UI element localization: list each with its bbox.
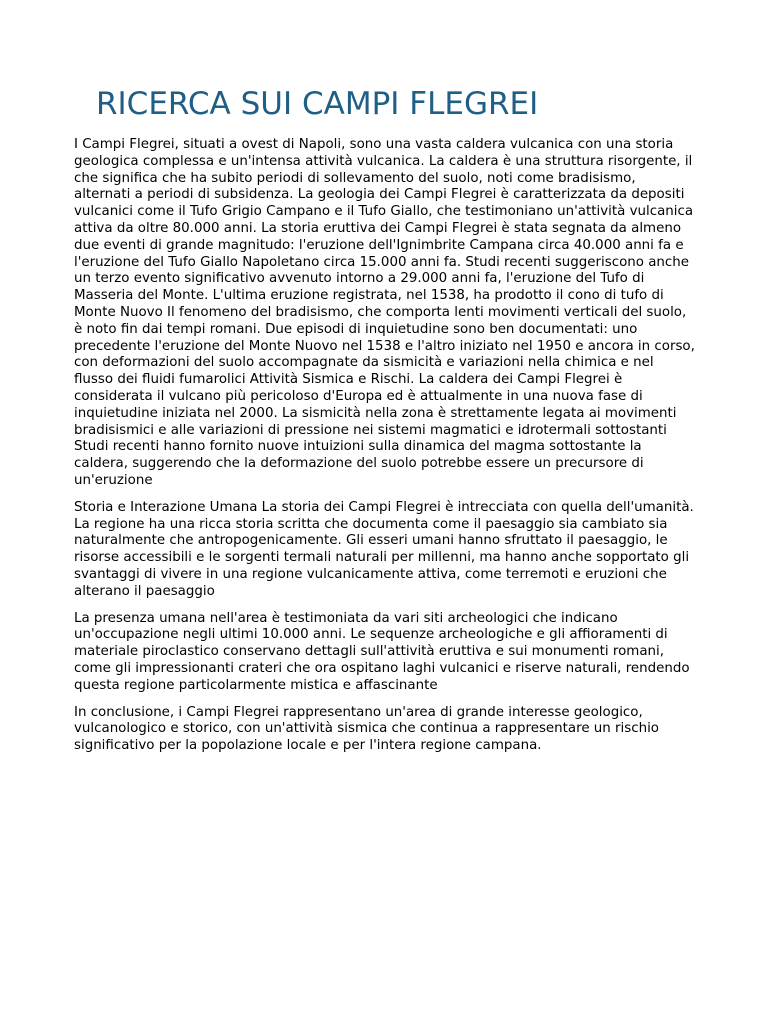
paragraph-geology: I Campi Flegrei, situati a ovest di Napoli, sono una vasta caldera vulcanica con una storia geologica complessa e un'intensa attività vulcanica. La caldera è una struttura risorgente, il che significa che ha subito periodi di sollevamento del suolo, noti come bradisismo, alternati a periodi di subsidenza. La geologia dei Campi Flegrei è caratterizzata da depositi vulcanici come il Tufo Grigio Campano e il Tufo Giallo, che testimoniano un'attività vulcanica attiva da oltre 80.000 anni. La storia eruttiva dei Campi Flegrei è stata segnata da almeno due eventi di grande magnitudo: l'eruzione dell'Ignimbrite Campana circa 40.000 anni fa e l'eruzione del Tufo Giallo Napoletano circa 15.000 anni fa. Studi recenti suggeriscono anche un terzo evento significativo avvenuto intorno a 29.000 anni fa, l'eruzione del Tufo di Masseria del Monte. L'ultima eruzione registrata, nel 1538, ha prodotto il cono di tufo di Monte Nuovo Il fenomeno del bradisismo, che comporta lenti movimenti verticali del suolo, è noto fin dai tempi romani. Due episodi di inquietudine sono ben documentati: uno precedente l'eruzione del Monte Nuovo nel 1538 e l'altro iniziato nel 1950 e ancora in corso, con deformazioni del suolo accompagnate da sismicità e variazioni nella chimica e nel flusso dei fluidi fumarolici Attività Sismica e Rischi. La caldera dei Campi Flegrei è considerata il vulcano più pericoloso d'Europa ed è attualmente in una nuova fase di inquietudine iniziata nel 2000. La sismicità nella zona è strettamente legata ai movimenti bradisismici e alle variazioni di pressione nei sistemi magmatici e idrotermali sottostanti Studi recenti hanno fornito nuove intuizioni sulla dinamica del magma sottostante la caldera, suggerendo che la deformazione del suolo potrebbe essere un precursore di un'eruzione [74,137,695,488]
document-body [74,137,696,765]
paragraph-conclusion: In conclusione, i Campi Flegrei rappresentano un'area di grande interesse geologico, vulcanologico e storico, con un'attività sismica che continua a rappresentare un rischio significativo per la popolazione locale e per l'intera regione campana. [74,704,660,754]
document-title: RICERCA SUI CAMPI FLEGREI [96,86,539,122]
paragraph-human-history: Storia e Interazione Umana La storia dei Campi Flegrei è intrecciata con quella dell'umanità. La regione ha una ricca storia scritta che documenta come il paesaggio sia cambiato sia naturalmente che antropogenicamente. Gli esseri umani hanno sfruttato il paesaggio, le risorse accessibili e le sorgenti termali naturali per millenni, ma hanno anche sopportato gli svantaggi di vivere in una regione vulcanicamente attiva, come terremoti e eruzioni che alterano il paesaggio [74,499,694,599]
paragraph-archaeology: La presenza umana nell'area è testimoniata da vari siti archeologici che indicano un'occupazione negli ultimi 10.000 anni. Le sequenze archeologiche e gli affioramenti di materiale piroclastico conservano dettagli sull'attività eruttiva e sui monumenti romani, come gli impressionanti crateri che ora ospitano laghi vulcanici e riserve naturali, rendendo questa regione particolarmente mistica e affascinante [74,610,690,693]
